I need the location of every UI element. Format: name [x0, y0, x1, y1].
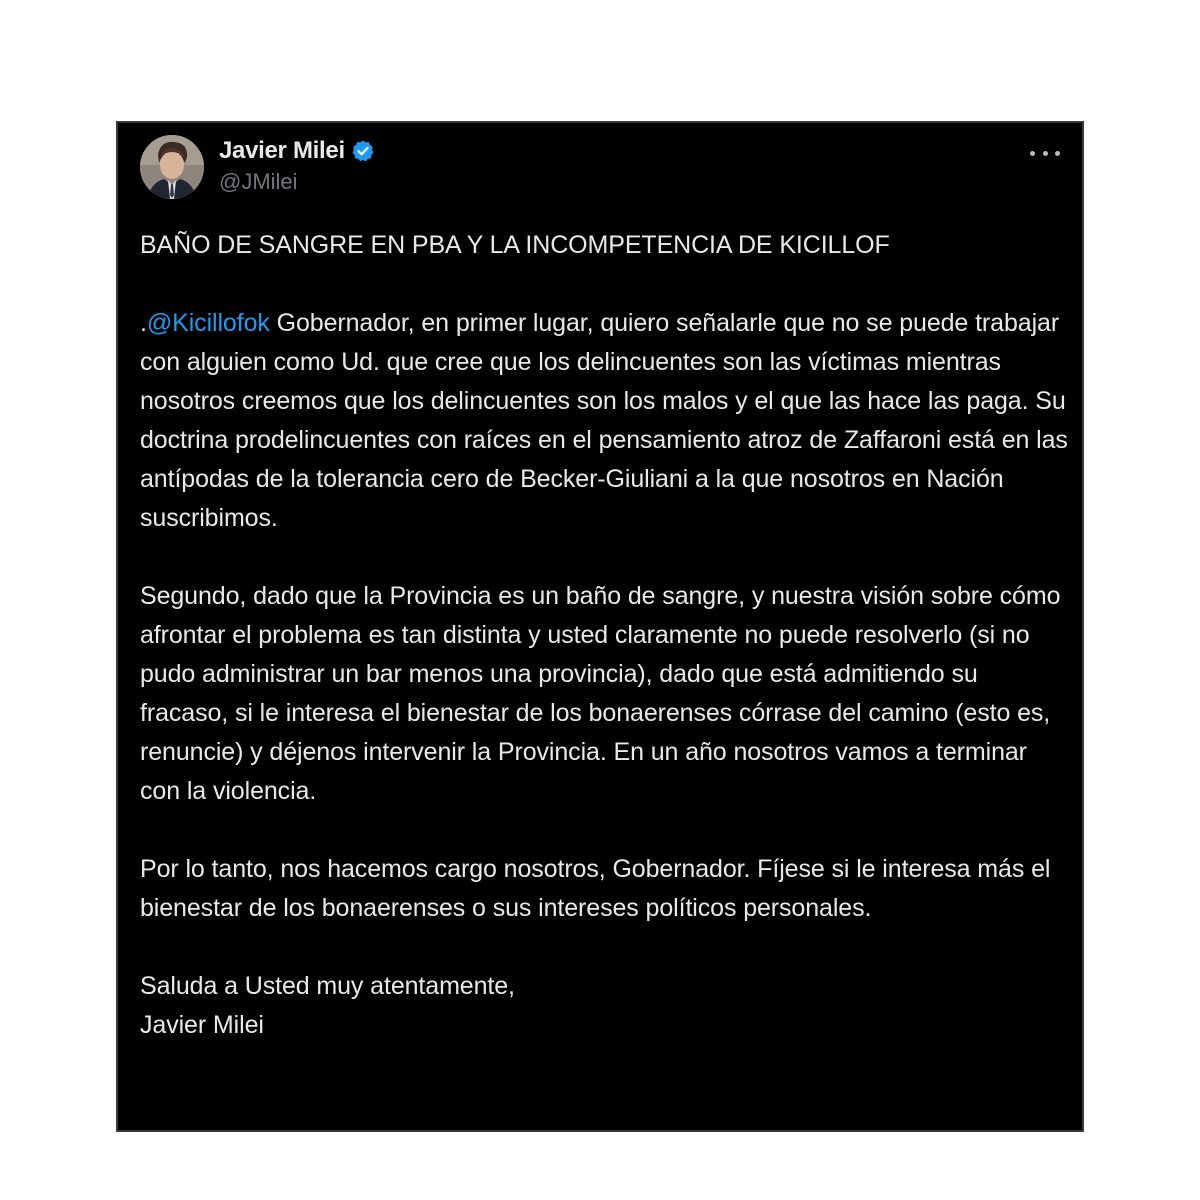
- tweet-closing: [140, 967, 1070, 1045]
- tweet-text: [140, 226, 1070, 1084]
- display-name[interactable]: Javier Milei: [219, 137, 345, 164]
- signature-line: Javier Milei: [140, 1011, 264, 1039]
- more-horizontal-icon[interactable]: [1030, 143, 1060, 163]
- paragraph-prefix: .: [140, 309, 147, 337]
- verified-badge-icon: [351, 139, 375, 163]
- tweet-paragraph-1: [140, 304, 1070, 538]
- tweet-paragraph-3: Por lo tanto, nos hacemos cargo nosotros, Gobernador. Fíjese si le interesa más el bienestar de los bonaerenses o sus intereses políticos personales.: [140, 855, 1051, 922]
- mention-link[interactable]: @Kicillofok: [146, 309, 270, 337]
- tweet-title: BAÑO DE SANGRE EN PBA Y LA INCOMPETENCIA DE KICILLOF: [140, 231, 890, 259]
- tweet-card: [116, 121, 1084, 1132]
- tweet-header: [140, 135, 1062, 205]
- paragraph-1-text: Gobernador, en primer lugar, quiero señalarle que no se puede trabajar con alguien como Ud. que cree que los delincuentes son las víctimas mientras nosotros creemos que los delincuentes son los malos y el que las hace las paga. Su doctrina prodelincuentes con raíces en el pensamiento atroz de Zaffaroni está en las antípodas de la tolerancia cero de Becker-Giuliani a la que nosotros en Nación suscribimos.: [140, 309, 1068, 532]
- closing-line: Saluda a Usted muy atentamente,: [140, 972, 515, 1000]
- user-handle[interactable]: @JMilei: [219, 169, 298, 194]
- display-name-row: [219, 137, 375, 165]
- tweet-paragraph-2: Segundo, dado que la Provincia es un baño de sangre, y nuestra visión sobre cómo afrontar el problema es tan distinta y usted claramente no puede resolverlo (si no pudo administrar un bar menos una provincia), dado que está admitiendo su fracaso, si le interesa el bienestar de los bonaerenses córrase del camino (esto es, renuncie) y déjenos intervenir la Provincia. En un año nosotros vamos a terminar con la violencia.: [140, 582, 1061, 805]
- user-block: [219, 137, 375, 195]
- avatar[interactable]: [140, 135, 204, 199]
